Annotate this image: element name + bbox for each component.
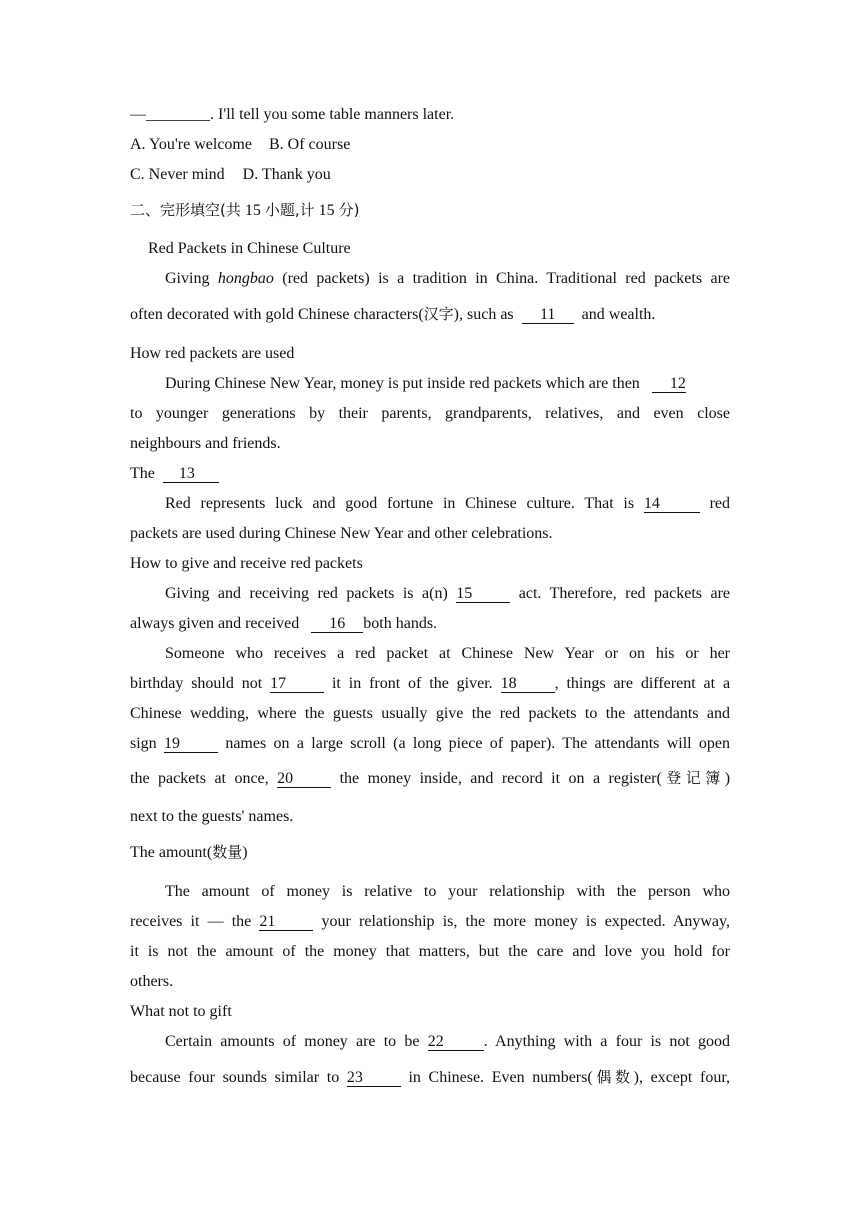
paragraph-line: Giving hongbao (red packets) is a tradition in China. Traditional red packets are	[165, 270, 730, 287]
options-line-2	[130, 165, 730, 185]
paragraph-line: often decorated with gold Chinese characters(汉字), such as 11 and wealth.	[130, 305, 656, 323]
subheading-what-not-to-gift: What not to gift	[130, 1003, 232, 1020]
blank-22: 22	[428, 1033, 484, 1051]
paragraph-line: because four sounds similar to 23 in Chinese. Even numbers(偶数), except four,	[130, 1068, 730, 1086]
paragraph-line: Red represents luck and good fortune in Chinese culture. That is 14 red	[165, 495, 730, 512]
blank-12: 12	[652, 375, 686, 393]
question-line	[130, 105, 730, 125]
option-d: D. Thank you	[242, 166, 331, 183]
paragraph-line: others.	[130, 973, 174, 990]
paragraph-line: receives it — the 21 your relationship is, the more money is expected. Anyway,	[130, 913, 730, 930]
paragraph-line: Someone who receives a red packet at Chinese New Year or on his or her	[165, 645, 730, 662]
italic-term: hongbao	[217, 270, 274, 287]
blank-19: 19	[164, 735, 218, 753]
paragraph-line: neighbours and friends.	[130, 435, 281, 452]
section-heading: 二、完形填空(共 15 小题,计 15 分)	[130, 201, 360, 219]
paragraph-line: Certain amounts of money are to be 22 . Anything with a four is not good	[165, 1033, 730, 1050]
paragraph-line: it is not the amount of the money that matters, but the care and love you hold for	[130, 943, 730, 960]
paragraph-line: sign 19 names on a large scroll (a long piece of paper). The attendants will open	[130, 735, 731, 752]
paragraph-line: to younger generations by their parents, grandparents, relatives, and even close	[130, 405, 730, 422]
paragraph-line: always given and received 16 both hands.	[130, 615, 438, 632]
blank-11: 11	[522, 306, 574, 324]
answer-blank: ________	[146, 106, 210, 123]
option-a: A. You're welcome	[130, 136, 252, 153]
blank-17: 17	[270, 675, 324, 693]
blank-20: 20	[277, 770, 331, 788]
paragraph-line: packets are used during Chinese New Year and other celebrations.	[130, 525, 553, 542]
blank-16: 16	[311, 615, 363, 633]
blank-21: 21	[259, 913, 313, 931]
paragraph-line: the packets at once, 20 the money inside, and record it on a register(登记簿)	[130, 769, 731, 787]
blank-14: 14	[644, 495, 700, 513]
blank-23: 23	[347, 1069, 401, 1087]
subheading-the-13: The 13	[130, 464, 730, 484]
subheading-amount: The amount(数量)	[130, 843, 248, 861]
blank-18: 18	[501, 675, 555, 693]
paragraph-line: The amount of money is relative to your relationship with the person who	[165, 883, 730, 900]
subheading-how-to-give: How to give and receive red packets	[130, 555, 363, 572]
options-line-1	[130, 135, 730, 155]
paragraph-line: next to the guests' names.	[130, 808, 294, 825]
option-c: C. Never mind	[130, 166, 225, 183]
paragraph-line: Chinese wedding, where the guests usually give the red packets to the attendants and	[130, 705, 730, 722]
paragraph-line: During Chinese New Year, money is put inside red packets which are then 12	[165, 375, 686, 392]
paragraph-line: Giving and receiving red packets is a(n) 15 act. Therefore, red packets are	[165, 585, 731, 602]
subheading-how-used: How red packets are used	[130, 345, 295, 362]
blank-15: 15	[456, 585, 510, 603]
dash: —	[130, 106, 146, 123]
option-b: B. Of course	[268, 136, 351, 153]
question-text: . I'll tell you some table manners later.	[210, 106, 455, 123]
passage-title: Red Packets in Chinese Culture	[148, 240, 351, 257]
blank-13: 13	[163, 465, 219, 483]
paragraph-line: birthday should not 17 it in front of the giver. 18 , things are different at a	[130, 675, 731, 692]
